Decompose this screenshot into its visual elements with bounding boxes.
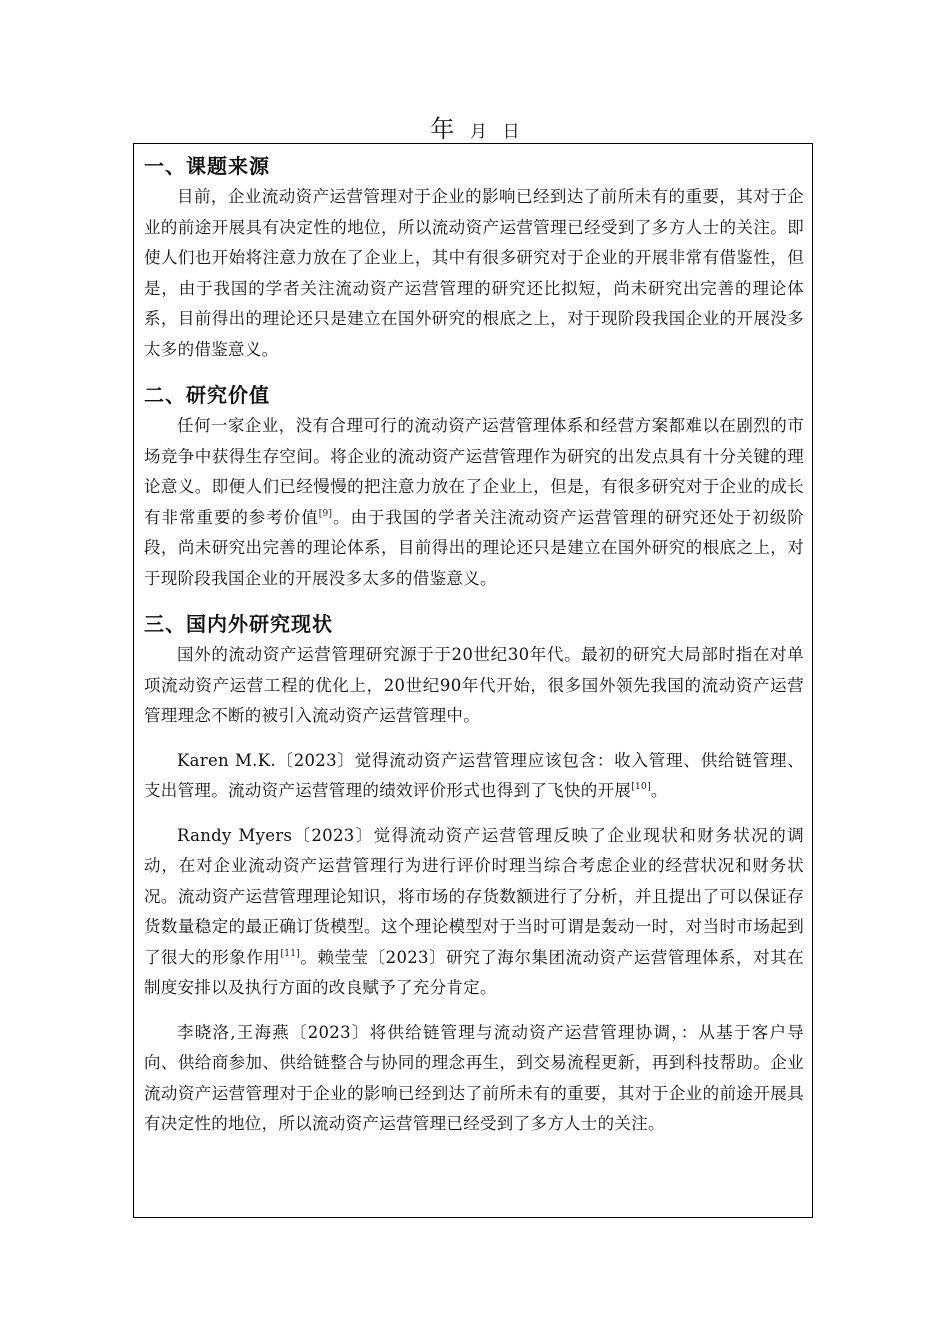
paragraph-text: Karen M.K.〔2023〕觉得流动资产运营管理应该包含：收入管理、供给链管理、支出管理。流动资产运营管理的绩效评价形式也得到了飞快的开展 [144, 750, 804, 800]
year-label: 年 [430, 115, 455, 143]
day-label: 日 [502, 122, 520, 142]
paragraph [144, 746, 804, 807]
paragraph: 目前，企业流动资产运营管理对于企业的影响已经到达了前所未有的重要，其对于企业的前途开展具有决定性的地位，所以流动资产运营管理已经受到了多方人士的关注。即使人们也开始将注意力放在了企业上，其中有很多研究对于企业的开展非常有借鉴性，但是，由于我国的学者关注流动资产运营管理的研究还比拟短，尚未研究出完善的理论体系，目前得出的理论还只是建立在国外研究的根底之上，对于现阶段我国企业的开展没多太多的借鉴意义。 [144, 187, 804, 359]
proposal-form-box [133, 143, 813, 1218]
citation-ref: [10] [631, 782, 651, 792]
month-label: 月 [470, 122, 487, 142]
paragraph: 国外的流动资产运营管理研究源于于20世纪30年代。最初的研究大局部时指在对单项流动资产运营工程的优化上，20世纪90年代开始，很多国外领先我国的流动资产运营管理理念不断的被引入流动资产运营管理中。 [144, 645, 804, 725]
paragraph [144, 821, 804, 1004]
citation-ref: [9] [318, 508, 333, 519]
paragraph: 李晓洛,王海燕〔2023〕将供给链管理与流动资产运营管理协调，：从基于客户导向、供给商参加、供给链整合与协同的理念再生，到交易流程更新，再到科技帮助。企业流动资产运营管理对于企业的影响已经到达了前所未有的重要，其对于企业的前途开展具有决定性的地位，所以流动资产运营管理已经受到了多方人士的关注。 [144, 1022, 804, 1133]
paragraph-text: 。由于我国的学者关注流动资产运营管理的研究还处于初级阶段，尚未研究出完善的理论体系，目前得出的理论还只是建立在国外研究的根底之上，对于现阶段我国企业的开展没多太多的借鉴意义。 [144, 507, 804, 588]
form-content [144, 150, 804, 1140]
paragraph [144, 411, 804, 594]
section-heading-research-status: 三、国内外研究现状 [144, 612, 333, 636]
citation-ref: [11] [280, 948, 301, 959]
paragraph-text: Randy Myers〔2023〕觉得流动资产运营管理反映了企业现状和财务状况的调动，在对企业流动资产运营管理行为进行评价时理当综合考虑企业的经营状况和财务状况。流动资产运营管理理论知识，将市场的存货数额进行了分析，并且提出了可以保证存货数量稳定的最正确订货模型。这个理论模型对于当时可谓是轰动一时，对当时市场起到了很大的形象作用 [144, 825, 804, 967]
paragraph-text: 。 [650, 781, 668, 800]
paragraph-text: 。赖莹莹〔2023〕研究了海尔集团流动资产运营管理体系，对其在制度安排以及执行方面的改良赋予了充分肯定。 [144, 947, 805, 997]
section-heading-research-value: 二、研究价值 [144, 383, 270, 407]
section-heading-topic-source: 一、课题来源 [144, 154, 270, 178]
paragraph-text: 任何一家企业，没有合理可行的流动资产运营管理体系和经营方案都难以在剧烈的市场竞争中获得生存空间。将企业的流动资产运营管理作为研究的出发点具有十分关键的理论意义。即便人们已经慢慢的把注意力放在了企业上，但是，有很多研究对于企业的成长有非常重要的参考价值 [144, 416, 804, 527]
